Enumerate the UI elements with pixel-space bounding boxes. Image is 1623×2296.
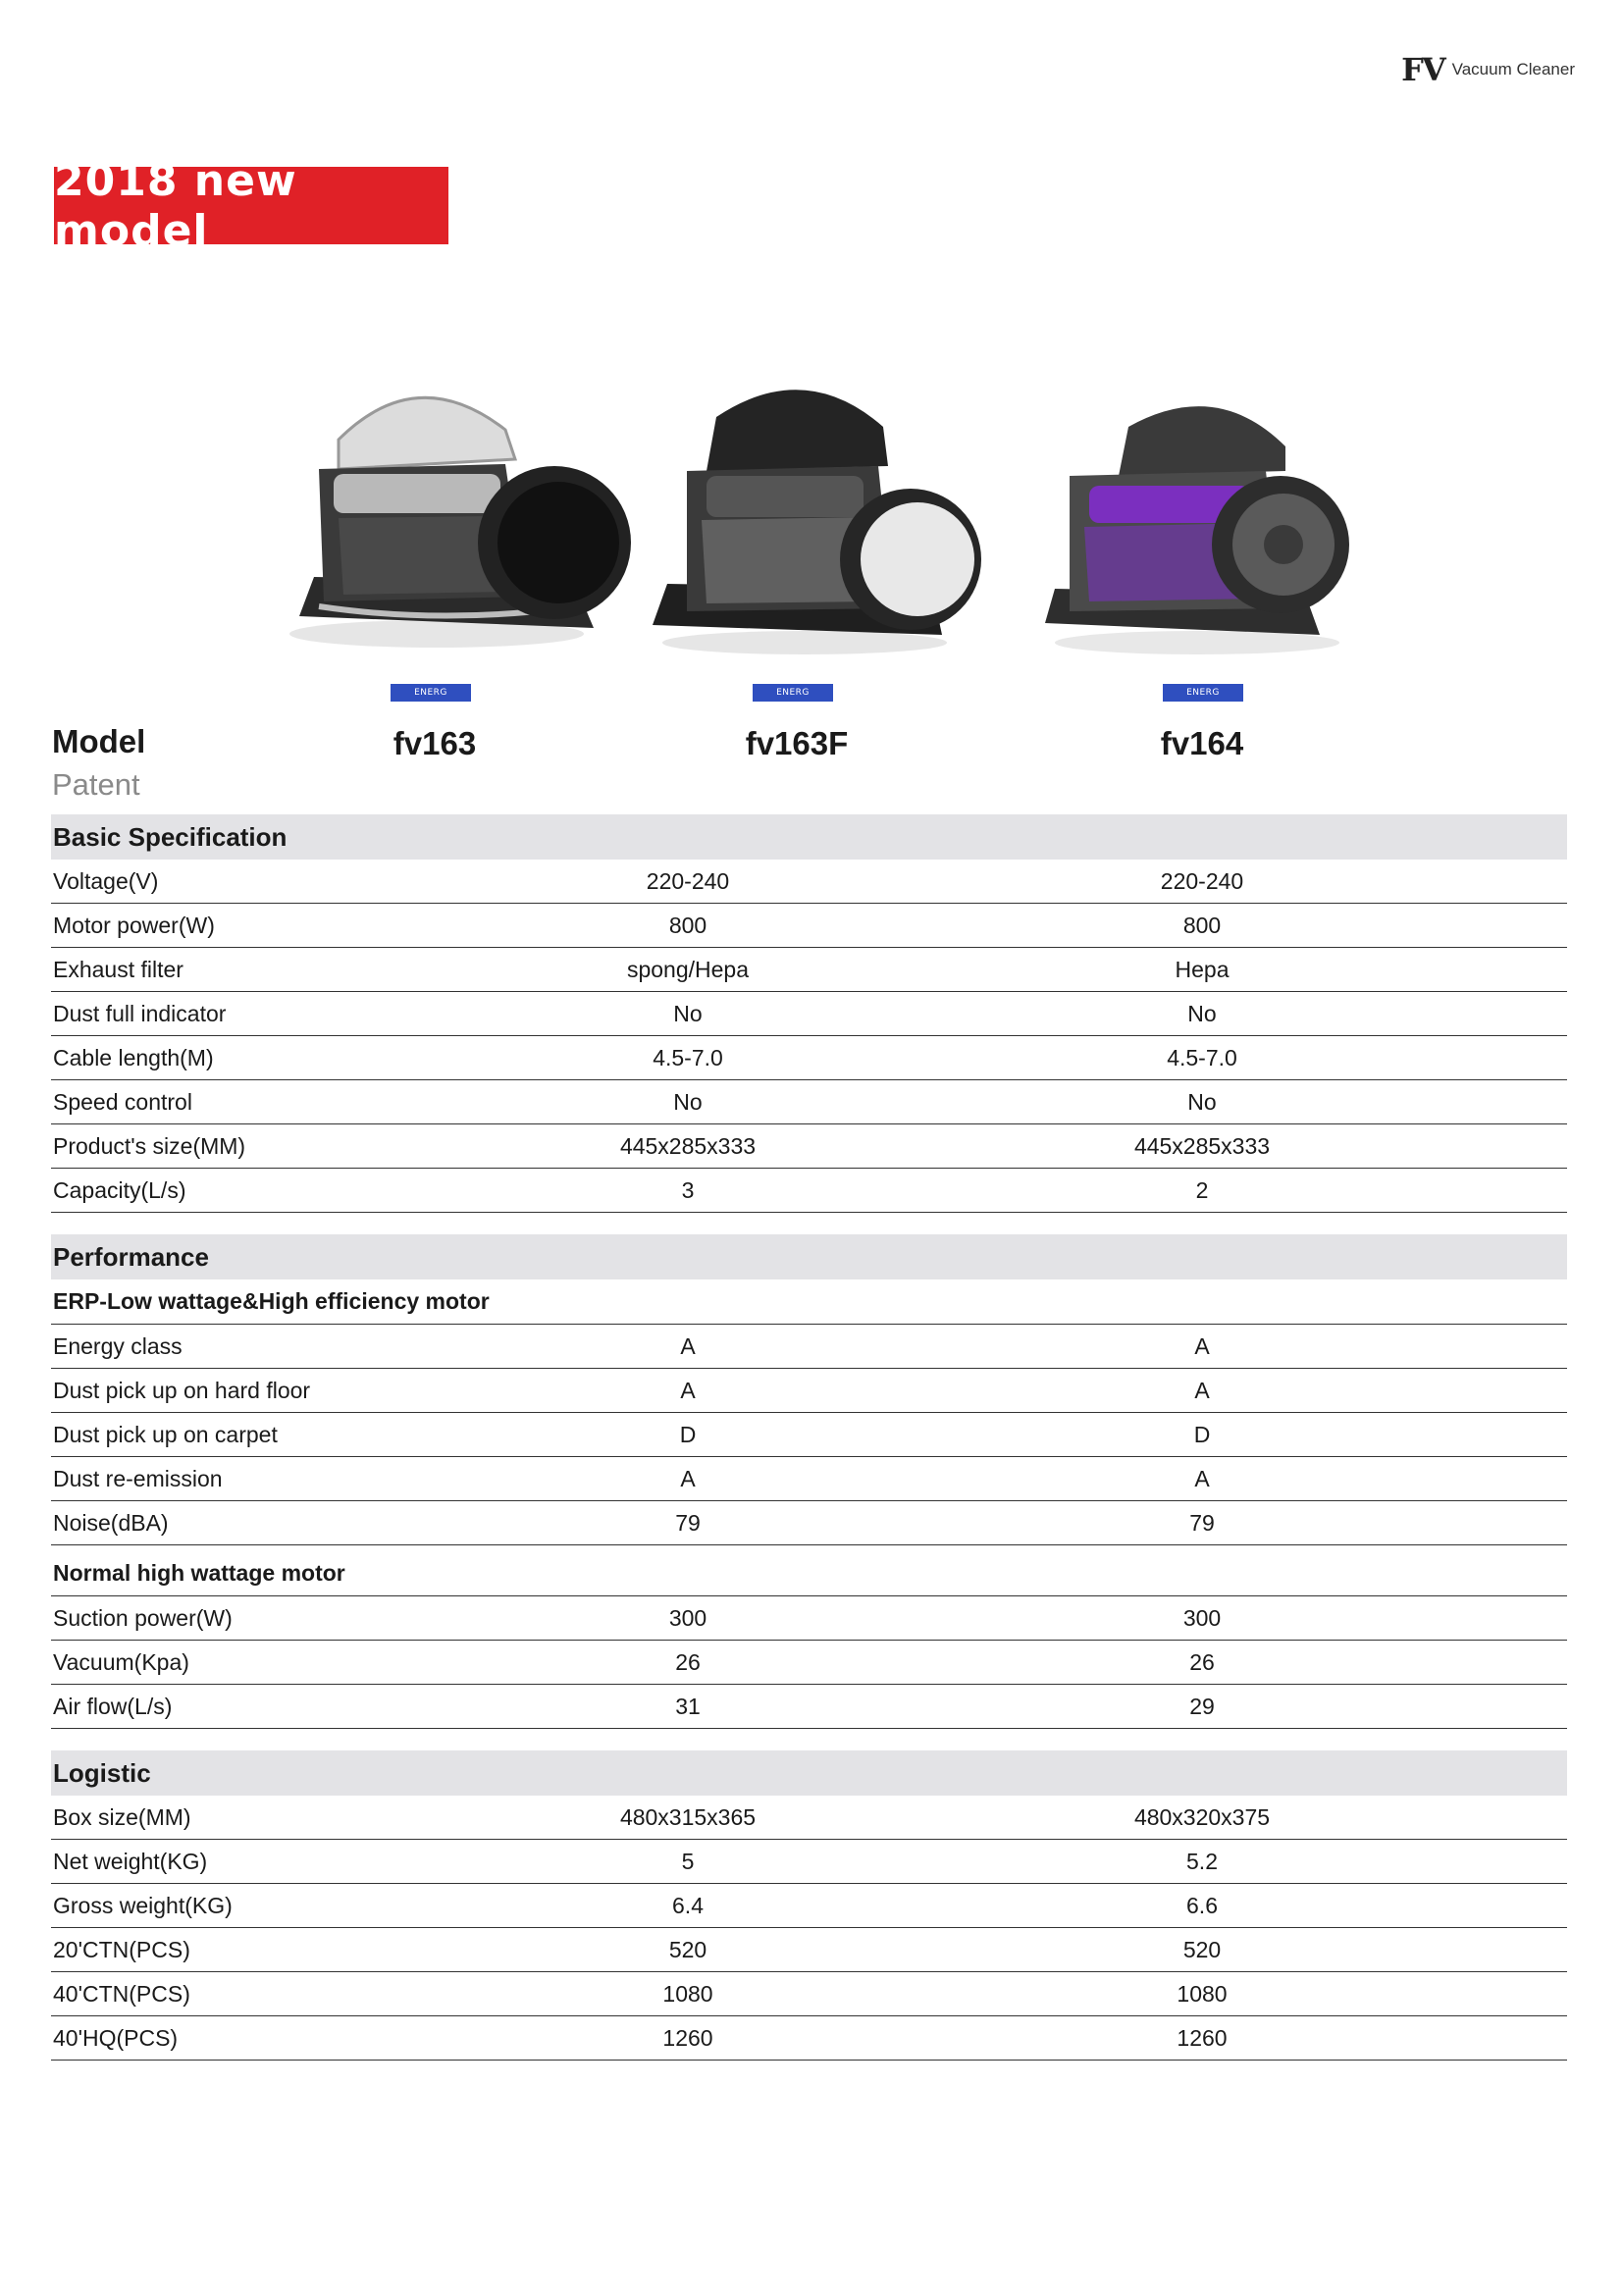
section-header-performance: Performance <box>51 1234 1567 1279</box>
table-row <box>51 2016 1567 2061</box>
table-row <box>51 1169 1567 1213</box>
row-label: Net weight(KG) <box>53 1848 208 1874</box>
table-row <box>51 1972 1567 2016</box>
row-value-fv164: 220-240 <box>1160 867 1244 894</box>
product-image-fv163F <box>648 378 1001 657</box>
table-row <box>51 1796 1567 1840</box>
table-row <box>51 948 1567 992</box>
row-value-fv164: 480x320x375 <box>1133 1803 1271 1830</box>
table-row <box>51 992 1567 1036</box>
row-value-fv164: A <box>1194 1465 1210 1491</box>
row-value-fv164: 26 <box>1189 1648 1215 1675</box>
table-row <box>51 1036 1567 1080</box>
row-label: Dust pick up on hard floor <box>53 1377 311 1403</box>
row-value-fv164: 800 <box>1182 912 1222 938</box>
row-label: Dust re-emission <box>53 1465 223 1491</box>
row-value-fv163: 5 <box>681 1848 695 1874</box>
table-row <box>51 1596 1567 1641</box>
row-value-fv164: 300 <box>1182 1604 1222 1631</box>
row-label: 20'CTN(PCS) <box>53 1936 190 1962</box>
table-row <box>51 904 1567 948</box>
model-name-fv163: fv163 <box>393 725 477 761</box>
spec-table <box>51 814 1567 2061</box>
row-value-fv163: 6.4 <box>672 1892 704 1918</box>
row-value-fv164: 6.6 <box>1186 1892 1218 1918</box>
table-row <box>51 1457 1567 1501</box>
new-model-banner <box>54 155 448 256</box>
table-row <box>51 1685 1567 1729</box>
table-row <box>51 1080 1567 1124</box>
model-name-fv163F: fv163F <box>745 725 849 761</box>
row-value-fv163: 445x285x333 <box>619 1132 757 1159</box>
section-header-basic-specification: Basic Specification <box>51 814 1567 860</box>
section-header-logistic: Logistic <box>51 1750 1567 1796</box>
product-image-fv164 <box>1040 388 1369 657</box>
table-row <box>51 1369 1567 1413</box>
row-label: Suction power(W) <box>53 1604 233 1631</box>
row-value-fv163: 4.5-7.0 <box>653 1044 723 1070</box>
row-label: Voltage(V) <box>53 867 159 894</box>
model-label: Model <box>52 723 146 759</box>
row-label: Cable length(M) <box>53 1044 214 1070</box>
row-label: Exhaust filter <box>53 956 183 982</box>
energy-badge-fv163F: ENERG <box>753 684 833 702</box>
table-row <box>51 1641 1567 1685</box>
row-value-fv164: A <box>1194 1377 1210 1403</box>
row-value-fv164: 2 <box>1195 1176 1209 1203</box>
row-value-fv164: D <box>1193 1421 1211 1447</box>
row-value-fv163: 79 <box>675 1509 701 1536</box>
row-label: Gross weight(KG) <box>53 1892 233 1918</box>
subsection-header-normal-motor: Normal high wattage motor <box>51 1551 1567 1596</box>
row-value-fv164: No <box>1187 1000 1217 1026</box>
row-value-fv163: 800 <box>668 912 707 938</box>
energy-badge-fv164: ENERG <box>1163 684 1243 702</box>
row-label: Capacity(L/s) <box>53 1176 186 1203</box>
row-label: 40'HQ(PCS) <box>53 2024 179 2051</box>
row-value-fv164: Hepa <box>1175 956 1230 982</box>
row-value-fv163: A <box>680 1332 696 1359</box>
row-value-fv164: 4.5-7.0 <box>1167 1044 1237 1070</box>
row-label: Vacuum(Kpa) <box>53 1648 189 1675</box>
row-value-fv163: 520 <box>668 1936 707 1962</box>
brand-logo: FV <box>1401 51 1444 88</box>
row-value-fv164: 5.2 <box>1186 1848 1218 1874</box>
row-value-fv164: 1260 <box>1177 2024 1228 2051</box>
row-value-fv163: A <box>680 1465 696 1491</box>
row-value-fv164: A <box>1194 1332 1210 1359</box>
table-row <box>51 1413 1567 1457</box>
row-label: 40'CTN(PCS) <box>53 1980 190 2007</box>
row-value-fv163: spong/Hepa <box>626 956 750 982</box>
brand-header <box>1401 51 1575 88</box>
row-value-fv164: 445x285x333 <box>1133 1132 1271 1159</box>
row-label: Dust full indicator <box>53 1000 227 1026</box>
subsection-header-erp: ERP-Low wattage&High efficiency motor <box>51 1279 1567 1325</box>
row-value-fv163: No <box>673 1088 703 1115</box>
row-label: Box size(MM) <box>53 1803 191 1830</box>
row-label: Energy class <box>53 1332 183 1359</box>
row-label: Noise(dBA) <box>53 1509 169 1536</box>
row-value-fv164: No <box>1187 1088 1217 1115</box>
row-value-fv163: 1260 <box>662 2024 713 2051</box>
row-label: Speed control <box>53 1088 192 1115</box>
row-value-fv164: 79 <box>1189 1509 1215 1536</box>
row-value-fv163: 31 <box>675 1693 701 1719</box>
table-row <box>51 1124 1567 1169</box>
product-image-fv163 <box>280 371 643 655</box>
row-value-fv164: 1080 <box>1177 1980 1228 2007</box>
banner-text: 2018 new model <box>54 155 297 256</box>
table-row <box>51 1884 1567 1928</box>
row-value-fv163: D <box>679 1421 697 1447</box>
brand-text: Vacuum Cleaner <box>1451 60 1575 78</box>
row-label: Air flow(L/s) <box>53 1693 173 1719</box>
table-row <box>51 1840 1567 1884</box>
row-value-fv163: 26 <box>675 1648 701 1675</box>
row-value-fv164: 29 <box>1189 1693 1215 1719</box>
row-value-fv163: A <box>680 1377 696 1403</box>
row-label: Motor power(W) <box>53 912 215 938</box>
row-value-fv163: 300 <box>668 1604 707 1631</box>
table-row <box>51 1325 1567 1369</box>
energy-badge-fv163: ENERG <box>391 684 471 702</box>
patent-label: Patent <box>52 767 140 802</box>
table-row <box>51 860 1567 904</box>
row-label: Product's size(MM) <box>53 1132 246 1159</box>
row-value-fv164: 520 <box>1182 1936 1222 1962</box>
row-label: Dust pick up on carpet <box>53 1421 278 1447</box>
table-row <box>51 1501 1567 1545</box>
row-value-fv163: 480x315x365 <box>619 1803 757 1830</box>
table-row <box>51 1928 1567 1972</box>
model-name-fv164: fv164 <box>1160 725 1244 761</box>
row-value-fv163: 220-240 <box>646 867 730 894</box>
row-value-fv163: 3 <box>681 1176 695 1203</box>
row-value-fv163: 1080 <box>662 1980 713 2007</box>
row-value-fv163: No <box>673 1000 703 1026</box>
